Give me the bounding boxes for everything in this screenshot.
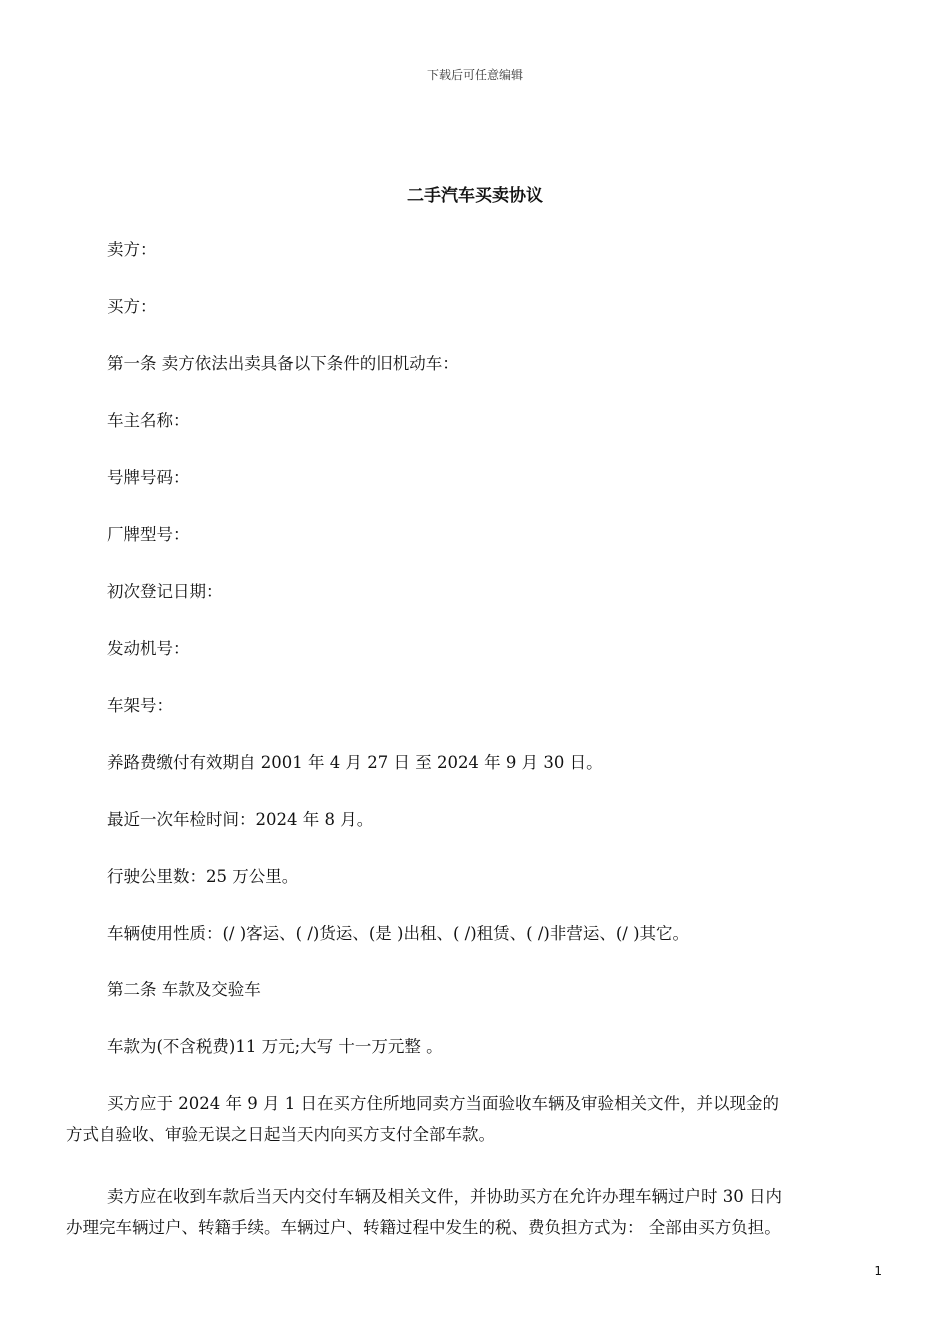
inspection-payment-paragraph	[66, 1088, 896, 1150]
paragraph-line: 方式自验收、审验无误之日起当天内向买方支付全部车款。	[66, 1125, 495, 1144]
frame-number-field: 车架号：	[107, 696, 173, 715]
mileage-line: 行驶公里数：25 万公里。	[107, 867, 299, 886]
delivery-transfer-paragraph	[66, 1181, 896, 1243]
paragraph-line: 买方应于 2024 年 9 月 1 日在买方住所地同卖方当面验收车辆及审验相关文件，并以现金的	[107, 1094, 779, 1113]
document-title: 二手汽车买卖协议	[407, 186, 543, 206]
article-two-heading: 第二条 车款及交验车	[107, 980, 261, 999]
plate-number-field: 号牌号码：	[107, 468, 190, 487]
annual-inspection-line: 最近一次年检时间：2024 年 8 月。	[107, 810, 374, 829]
road-fee-period-line: 养路费缴付有效期自 2001 年 4 月 27 日 至 2024 年 9 月 30 日。	[107, 753, 603, 772]
buyer-field: 买方：	[107, 297, 157, 316]
paragraph-line: 卖方应在收到车款后当天内交付车辆及相关文件，并协助买方在允许办理车辆过户时 30 日内	[107, 1187, 782, 1206]
article-one-heading: 第一条 卖方依法出卖具备以下条件的旧机动车：	[107, 354, 459, 373]
page-number: 1	[874, 1264, 882, 1278]
page-header: 下载后可任意编辑	[426, 68, 523, 82]
first-registration-date-field: 初次登记日期：	[107, 582, 223, 601]
vehicle-use-nature-line: 车辆使用性质：(/ )客运、( /)货运、(是 )出租、( /)租赁、( /)非营运、(/ )其它。	[107, 924, 690, 943]
engine-number-field: 发动机号：	[107, 639, 190, 658]
price-line: 车款为(不含税费)11 万元;大写 十一万元整 。	[107, 1037, 443, 1056]
owner-name-field: 车主名称：	[107, 411, 190, 430]
paragraph-line: 办理完车辆过户、转籍手续。车辆过户、转籍过程中发生的税、费负担方式为： 全部由买方负担。	[66, 1218, 781, 1237]
seller-field: 卖方：	[107, 240, 157, 259]
brand-model-field: 厂牌型号：	[107, 525, 190, 544]
